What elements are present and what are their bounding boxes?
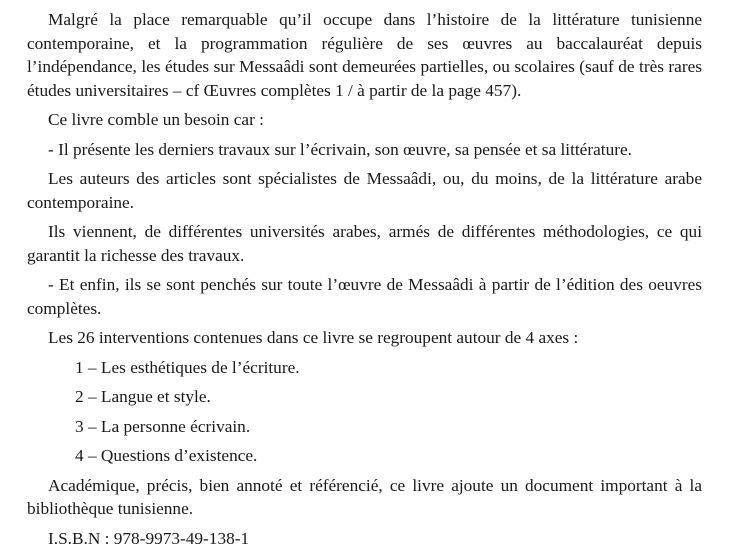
point-universities: Ils viennent, de différentes universités arabes, armés de différentes méthodologies, ce qui garantit la richesse des travaux.: [27, 222, 702, 265]
axis-item-3: 3 – La personne écrivain.: [75, 416, 251, 436]
conclusion-paragraph: Académique, précis, bien annoté et référencié, ce livre ajoute un document important à la bibliothèque tunisienne.: [27, 475, 702, 518]
axes-intro: Les 26 interventions contenues dans ce livre se regroupent autour de 4 axes :: [48, 328, 579, 347]
intro-paragraph: Malgré la place remarquable qu’il occupe dans l’histoire de la littérature tunisienne contemporaine, et la programmation régulière de ses œuvres au baccalauréat depuis l’indépendance, les études sur Messaâdi sont demeurées partielles, ou scolaires (sauf de très rares études universitaires – cf Œuvres complètes 1 / à partir de la page 457).: [27, 10, 702, 100]
axis-item-2: 2 – Langue et style.: [75, 387, 211, 406]
point-authors: Les auteurs des articles sont spécialistes de Messaâdi, ou, du moins, de la littérature arabe contemporaine.: [27, 169, 702, 212]
point-complete-works: - Et enfin, ils se sont penchés sur toute l’œuvre de Messaâdi à partir de l’édition des oeuvres complètes.: [27, 275, 702, 318]
document-page: [27, 8, 702, 550]
isbn-line: I.S.B.N : 978-9973-49-138-1: [48, 528, 250, 548]
point-recent-works: - Il présente les derniers travaux sur l’écrivain, son œuvre, sa pensée et sa littérature.: [48, 139, 632, 159]
axis-item-1: 1 – Les esthétiques de l’écriture.: [75, 357, 300, 377]
axis-item-4: 4 – Questions d’existence.: [75, 446, 258, 465]
need-paragraph: Ce livre comble un besoin car :: [48, 110, 264, 129]
